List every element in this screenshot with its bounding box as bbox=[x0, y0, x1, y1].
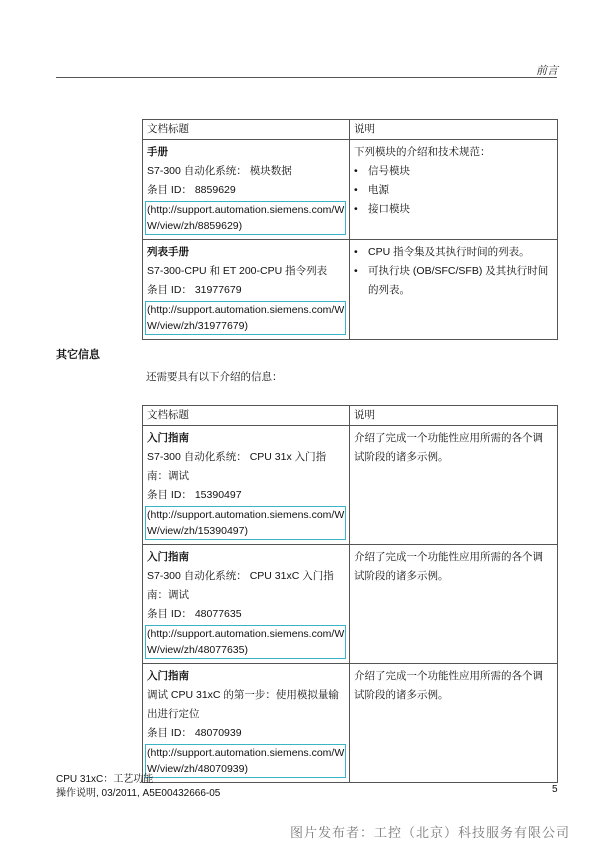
doc-table-1 bbox=[142, 119, 558, 340]
support-link[interactable]: (http://support.automation.siemens.com/W W/view/zh/8859629) bbox=[145, 201, 346, 235]
table-row bbox=[143, 240, 558, 340]
section-heading: 其它信息 bbox=[56, 349, 100, 361]
description-text: 介绍了完成一个功能性应用所需的各个调 bbox=[354, 432, 543, 444]
table-header-row bbox=[143, 406, 558, 426]
description-cell bbox=[350, 664, 558, 783]
column-header-title: 文档标题 bbox=[143, 406, 350, 426]
description-cell bbox=[350, 545, 558, 664]
doc-title: S7-300 自动化系统： CPU 31xC 入门指 bbox=[147, 570, 334, 582]
column-header-title: 文档标题 bbox=[143, 120, 350, 140]
doc-title-cell bbox=[143, 240, 350, 340]
bullet-list bbox=[354, 243, 553, 300]
description-text-cont: 试阶段的诸多示例。 bbox=[354, 689, 449, 701]
doc-table-2 bbox=[142, 405, 558, 783]
description-text: 介绍了完成一个功能性应用所需的各个调 bbox=[354, 670, 543, 682]
description-cell bbox=[350, 426, 558, 545]
entry-id: 条目 ID： 48070939 bbox=[147, 727, 242, 739]
table-header-row bbox=[143, 120, 558, 140]
list-item: • CPU 指令集及其执行时间的列表。 bbox=[354, 246, 530, 258]
description-text-cont: 试阶段的诸多示例。 bbox=[354, 451, 449, 463]
page-header bbox=[0, 0, 600, 80]
column-header-description: 说明 bbox=[350, 120, 558, 140]
section-intro: 还需要具有以下介绍的信息： bbox=[146, 371, 283, 383]
list-item: • 可执行块 (OB/SFC/SFB) 及其执行时间的列表。 bbox=[354, 265, 549, 296]
doc-title: 调试 CPU 31xC 的第一步：使用模拟量输 bbox=[147, 689, 339, 701]
support-link[interactable]: (http://support.automation.siemens.com/W W/view/zh/15390497) bbox=[145, 506, 346, 540]
doc-title-cont: 南：调试 bbox=[147, 470, 189, 482]
description-cell bbox=[350, 240, 558, 340]
table-row bbox=[143, 426, 558, 545]
bullet-list bbox=[354, 162, 553, 219]
doc-title: S7-300 自动化系统： 模块数据 bbox=[147, 165, 292, 177]
doc-title-cont: 南：调试 bbox=[147, 589, 189, 601]
list-item: • 信号模块 bbox=[354, 165, 410, 177]
table-row bbox=[143, 545, 558, 664]
entry-id: 条目 ID： 48077635 bbox=[147, 608, 242, 620]
entry-id: 条目 ID： 31977679 bbox=[147, 284, 242, 296]
table-row bbox=[143, 664, 558, 783]
list-item: • 接口模块 bbox=[354, 203, 410, 215]
description-text-cont: 试阶段的诸多示例。 bbox=[354, 570, 449, 582]
doc-type-label: 入门指南 bbox=[147, 670, 189, 682]
header-title: 前言 bbox=[536, 65, 558, 77]
support-link[interactable]: (http://support.automation.siemens.com/W W/view/zh/48077635) bbox=[145, 625, 346, 659]
table-row bbox=[143, 140, 558, 240]
doc-title-cell bbox=[143, 140, 350, 240]
footer-doc-info: 操作说明, 03/2011, A5E00432666-05 bbox=[56, 788, 221, 799]
footer-product: CPU 31xC：工艺功能 bbox=[56, 774, 154, 785]
support-link[interactable]: (http://support.automation.siemens.com/W W/view/zh/31977679) bbox=[145, 301, 346, 335]
column-header-description: 说明 bbox=[350, 406, 558, 426]
doc-title: S7-300-CPU 和 ET 200-CPU 指令列表 bbox=[147, 265, 328, 277]
header-rule bbox=[56, 77, 557, 78]
doc-type-label: 手册 bbox=[147, 146, 168, 158]
doc-title-cell bbox=[143, 664, 350, 783]
support-link[interactable]: (http://support.automation.siemens.com/W W/view/zh/48070939) bbox=[145, 744, 346, 778]
description-text: 介绍了完成一个功能性应用所需的各个调 bbox=[354, 551, 543, 563]
doc-title-cont: 出进行定位 bbox=[147, 708, 200, 720]
page-number: 5 bbox=[552, 784, 558, 795]
description-intro: 下列模块的介绍和技术规范： bbox=[354, 146, 491, 158]
doc-type-label: 入门指南 bbox=[147, 551, 189, 563]
doc-title-cell bbox=[143, 426, 350, 545]
description-cell bbox=[350, 140, 558, 240]
doc-title-cell bbox=[143, 545, 350, 664]
entry-id: 条目 ID： 8859629 bbox=[147, 184, 236, 196]
doc-type-label: 列表手册 bbox=[147, 246, 189, 258]
doc-type-label: 入门指南 bbox=[147, 432, 189, 444]
list-item: • 电源 bbox=[354, 184, 389, 196]
watermark: 图片发布者：工控（北京）科技服务有限公司 bbox=[290, 825, 571, 840]
doc-title: S7-300 自动化系统： CPU 31x 入门指 bbox=[147, 451, 327, 463]
entry-id: 条目 ID： 15390497 bbox=[147, 489, 242, 501]
